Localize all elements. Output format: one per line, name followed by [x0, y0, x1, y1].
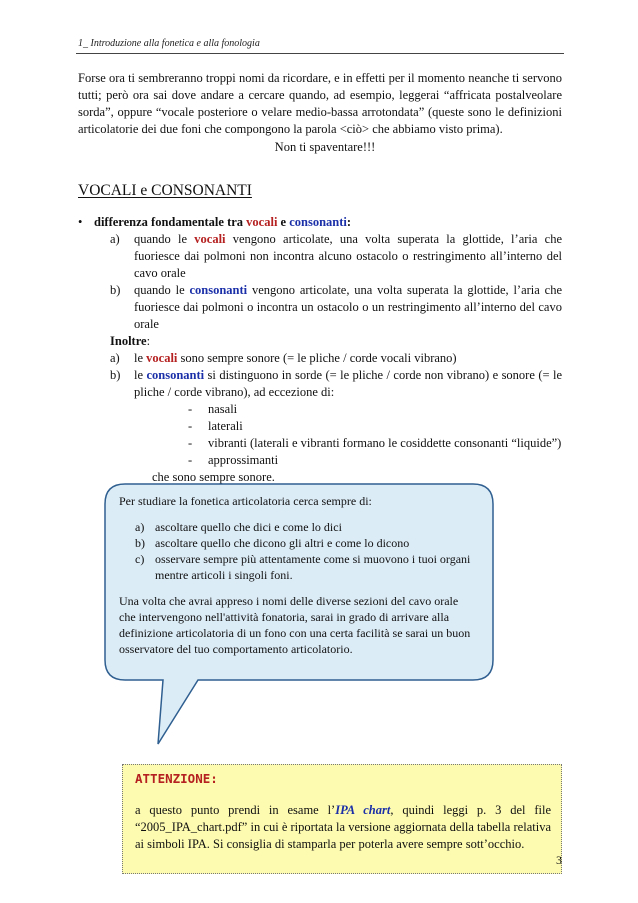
list-text-pre: quando le — [134, 232, 195, 246]
bubble-marker: a) — [135, 520, 145, 534]
list-text-post: si distinguono in sorde (= le pliche / corde non vibrano) e sonore (= le pliche / corde vibrano), ad eccezione di: — [134, 368, 562, 399]
exception-text: approssimanti — [208, 453, 279, 467]
section-title: VOCALI e CONSONANTI — [78, 182, 252, 199]
list-text-pre: le — [134, 368, 147, 382]
list-text-pre: le — [134, 351, 147, 365]
bubble-item — [135, 551, 477, 583]
list-text — [134, 367, 562, 401]
list-item — [110, 282, 562, 333]
bullet-text — [94, 214, 351, 231]
ipa-chart-highlight: IPA chart — [335, 803, 391, 817]
exception-item — [188, 401, 562, 418]
exception-item — [188, 435, 562, 452]
bubble-item — [135, 519, 477, 535]
attention-note — [122, 764, 562, 874]
exception-item — [188, 418, 562, 435]
intro-paragraph: Forse ora ti sembreranno troppi nomi da ricordare, e in effetti per il momento neanche ti servono tutti; però ora sai dove andare a cercare quando, ad esempio, leggerai “affricata postalveolare sorda”, oppure “vocale posteriore o velare medio-bassa arrotondata” (queste sono le definizioni articolatorie dei due foni che compongono la parola <ciò> che abbiamo visto prima). — [78, 71, 562, 136]
difference-list — [110, 231, 562, 333]
keyword-vocali: vocali — [146, 351, 178, 365]
bubble-item-text: ascoltare quello che dici e come lo dici — [155, 520, 342, 534]
inoltre-word: Inoltre — [110, 334, 147, 348]
exceptions-list — [188, 401, 562, 469]
exception-text: laterali — [208, 419, 243, 433]
list-text-post: vengono articolate, una volta superata la glottide, l’aria che fuoriesce dai polmoni non incontra alcuno ostacolo o restringimento all’interno del cavo orale — [134, 232, 562, 280]
tail-sentence: che sono sempre sonore. — [152, 470, 275, 484]
list-item — [110, 367, 562, 401]
bubble-closing: Una volta che avrai appreso i nomi delle diverse sezioni del cavo orale che intervengono nell'attività fonatoria, sarai in grado di arrivare alla definizione articolatoria di un fono con una certa facilità se sarai un buon osservatore del tuo comportamento articolatorio. — [119, 594, 471, 656]
list-text-post: vengono articolate, una volta superata la glottide, l’aria che fuoriesce dai polmoni o incontra un ostacolo o un restringimento all’interno del cavo orale — [134, 283, 562, 331]
running-header: 1_ Introduzione alla fonetica e alla fonologia — [78, 38, 260, 49]
list-marker: b) — [110, 283, 121, 297]
bubble-marker: c) — [135, 552, 145, 566]
main-content — [78, 214, 562, 486]
list-marker: a) — [110, 351, 120, 365]
keyword-vocali: vocali — [246, 215, 278, 229]
list-marker: a) — [110, 232, 120, 246]
speech-bubble — [103, 482, 495, 682]
bubble-marker: b) — [135, 536, 145, 550]
page-number: 3 — [556, 853, 562, 867]
bubble-intro: Per studiare la fonetica articolatoria cerca sempre di: — [119, 494, 372, 508]
bubble-content — [119, 493, 477, 657]
keyword-consonanti: consonanti — [289, 215, 347, 229]
dash-marker: - — [188, 436, 193, 450]
list-text-pre: quando le — [134, 283, 190, 297]
voicing-list — [110, 350, 562, 401]
bullet-item — [78, 214, 562, 231]
exception-item — [188, 452, 562, 469]
bubble-list — [119, 519, 477, 583]
exception-text: vibranti (laterali e vibranti formano le cosiddette consonanti “liquide”) — [208, 436, 562, 450]
note-body-post: , quindi leggi p. 3 del file “2005_IPA_chart.pdf” in cui è riportata la versione aggiornata della tabella relativa ai simboli IPA. Si consiglia di stamparla per poterla avere sempre sott’occhio. — [135, 803, 551, 851]
bullet-and: e — [277, 215, 290, 229]
inoltre-colon: : — [146, 334, 151, 348]
note-body-pre: a questo punto prendi in esame l’ — [135, 803, 336, 817]
bullet-colon: : — [346, 215, 352, 229]
list-text — [134, 231, 562, 282]
list-text — [134, 350, 562, 367]
bubble-item-text: osservare sempre più attentamente come si muovono i tuoi organi mentre articoli i singoli foni. — [155, 552, 471, 582]
keyword-vocali: vocali — [194, 232, 226, 246]
note-title: ATTENZIONE: — [135, 771, 218, 786]
bubble-item-text: ascoltare quello che dicono gli altri e come lo dicono — [155, 536, 410, 550]
list-marker: b) — [110, 368, 121, 382]
list-text-post: sono sempre sonore (= le pliche / corde vocali vibrano) — [177, 351, 457, 365]
keyword-consonanti: consonanti — [189, 283, 248, 297]
bullet-lead: differenza fondamentale tra — [94, 215, 247, 229]
dash-marker: - — [188, 402, 193, 416]
exception-text: nasali — [208, 402, 238, 416]
dash-marker: - — [188, 419, 193, 433]
keyword-consonanti: consonanti — [146, 368, 205, 382]
dash-marker: - — [188, 453, 193, 467]
bullet-mark: • — [78, 215, 83, 229]
list-text — [134, 282, 562, 333]
list-item — [110, 231, 562, 282]
header-divider — [76, 53, 564, 54]
list-item — [110, 350, 562, 367]
inoltre-label — [110, 333, 562, 350]
reassure-line: Non ti spaventare!!! — [274, 140, 376, 154]
bubble-item — [135, 535, 477, 551]
note-body — [135, 802, 551, 853]
